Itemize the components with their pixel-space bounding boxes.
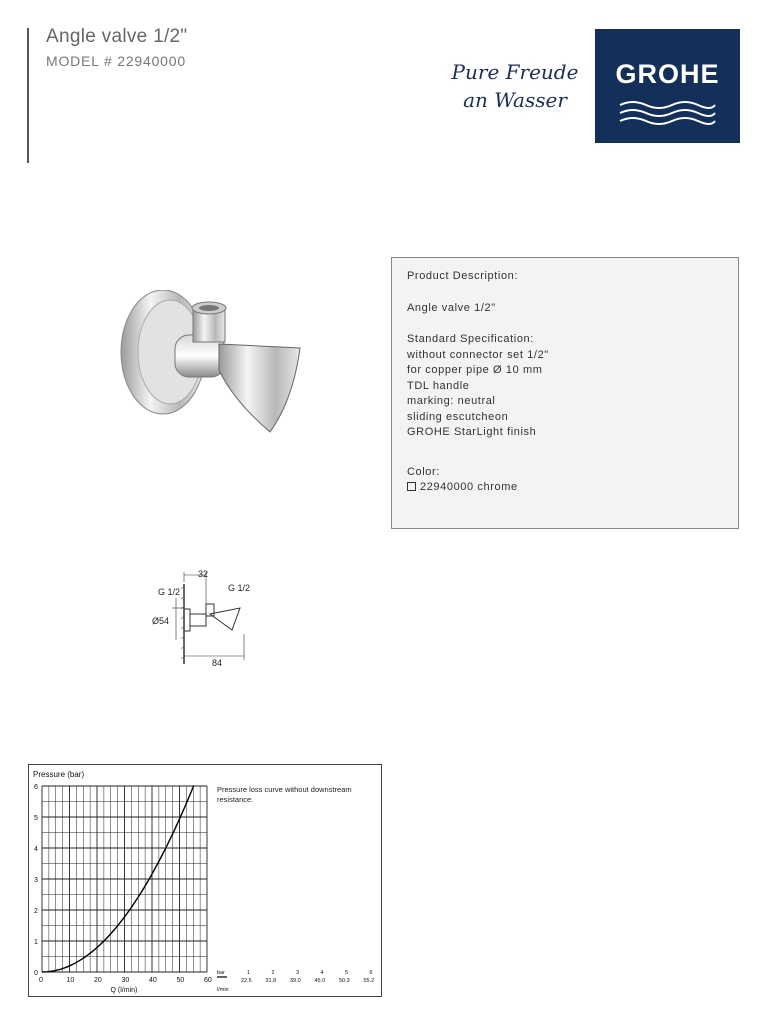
- spec-color-heading: Color:: [407, 465, 440, 478]
- spec-heading: Product Description:: [407, 270, 519, 282]
- color-option-label: 22940000 chrome: [420, 481, 518, 493]
- spec-item: sliding escutcheon: [407, 410, 509, 423]
- table-bar-value: 1: [247, 970, 251, 976]
- table-lmin-label: l/min: [217, 987, 229, 993]
- header-divider: [27, 28, 29, 163]
- water-waves-icon: [615, 99, 720, 131]
- spec-item: marking: neutral: [407, 395, 496, 407]
- x-tick-label: 0: [39, 977, 43, 984]
- x-axis-label: Q (l/min): [110, 987, 138, 994]
- checkbox-icon: [407, 482, 416, 491]
- x-tick-label: 50: [176, 977, 185, 984]
- table-bar-label: bar: [217, 970, 225, 976]
- page-title: Angle valve 1/2": [46, 26, 188, 47]
- table-lmin-value: 39.0: [290, 978, 301, 984]
- x-tick-label: 20: [94, 977, 102, 984]
- y-tick-label: 3: [34, 877, 38, 884]
- spec-standard-heading: Standard Specification:: [407, 333, 534, 345]
- model-number: MODEL # 22940000: [46, 53, 186, 69]
- spec-product-name: Angle valve 1/2": [407, 301, 496, 314]
- y-tick-label: 5: [34, 815, 38, 822]
- table-bar-value: 3: [296, 970, 300, 976]
- slogan-line-2: an Wasser: [463, 88, 567, 112]
- x-tick-label: 10: [66, 977, 75, 984]
- dimension-drawing: [148, 564, 258, 674]
- dim-right-thread-label: G 1/2: [228, 583, 251, 593]
- brand-slogan: [445, 58, 585, 114]
- y-tick-label: 0: [34, 970, 38, 977]
- y-tick-label: 6: [34, 784, 38, 791]
- slogan-line-1: Pure Freude: [451, 60, 579, 84]
- logo-text: GROHE: [615, 59, 720, 89]
- spec-item: without connector set 1/2": [407, 348, 549, 361]
- x-tick-label: 30: [121, 977, 130, 984]
- table-lmin-value: 55.2: [363, 978, 375, 984]
- spec-item: TDL handle: [407, 379, 470, 392]
- table-lmin-value: 31.8: [265, 978, 277, 984]
- dim-top-label: 32: [198, 569, 209, 579]
- dim-length-label: 84: [212, 658, 223, 668]
- table-lmin-value: 22.5: [241, 978, 252, 984]
- table-lmin-value: 45.0: [314, 978, 326, 984]
- product-description-box: [391, 257, 739, 529]
- dim-left-thread-label: G 1/2: [158, 587, 181, 597]
- table-lmin-value: 50.3: [339, 978, 350, 984]
- spec-item: GROHE StarLight finish: [407, 426, 537, 438]
- chart-plot: [29, 765, 381, 996]
- y-tick-label: 2: [34, 908, 38, 915]
- x-tick-label: 40: [149, 977, 157, 984]
- pressure-loss-chart: [28, 764, 382, 997]
- y-tick-label: 4: [34, 846, 38, 853]
- table-bar-value: 4: [320, 970, 324, 976]
- x-tick-label: 60: [204, 977, 212, 984]
- table-bar-value: 6: [369, 970, 373, 976]
- y-tick-label: 1: [34, 939, 38, 946]
- color-option: [407, 480, 723, 496]
- chart-note: Pressure loss curve without downstream resistance.: [217, 785, 352, 804]
- spec-item: for copper pipe Ø 10 mm: [407, 364, 543, 376]
- product-image: [115, 290, 315, 440]
- table-bar-value: 5: [345, 970, 349, 976]
- grohe-logo: [595, 29, 740, 143]
- table-bar-value: 2: [271, 970, 275, 976]
- dim-diameter-label: Ø54: [152, 616, 170, 626]
- chart-title: Pressure (bar): [33, 770, 85, 779]
